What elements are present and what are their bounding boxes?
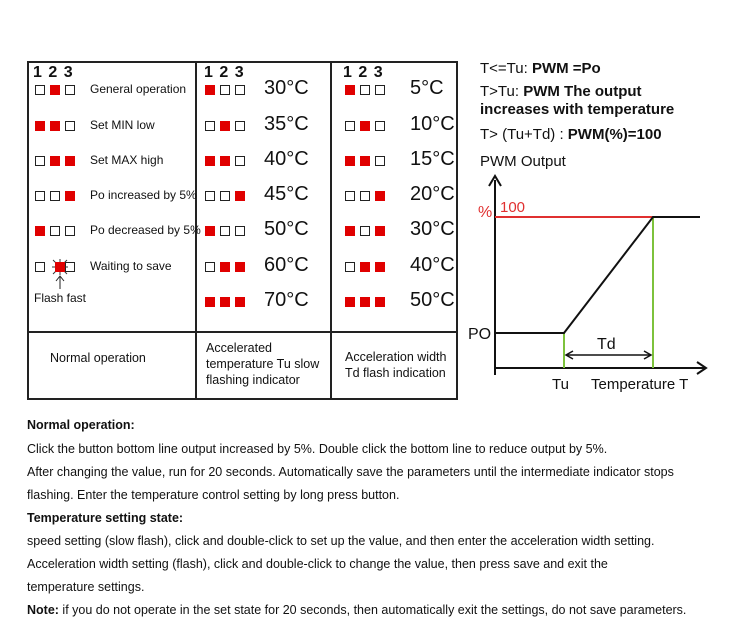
td-value: 5°C (410, 77, 444, 99)
led-off-icon (50, 191, 60, 201)
footer-tu: Accelerated temperature Tu slow flashing indicator (206, 341, 320, 387)
flash-burst-icon (52, 259, 68, 275)
led-group (205, 226, 245, 236)
led-on-icon (375, 262, 385, 272)
led-group (345, 226, 385, 236)
led-off-icon (235, 156, 245, 166)
y-axis-title: PWM Output (480, 153, 566, 170)
led-off-icon (220, 85, 230, 95)
led-on-icon (50, 156, 60, 166)
td-value: 50°C (410, 289, 455, 311)
tu-value: 35°C (264, 113, 309, 135)
td-value: 20°C (410, 183, 455, 205)
led-group (205, 121, 245, 131)
led-off-icon (220, 191, 230, 201)
led-off-icon (205, 121, 215, 131)
tu-value: 60°C (264, 254, 309, 276)
description-line: flashing. Enter the temperature control setting by long press button. (27, 488, 400, 502)
led-off-icon (235, 85, 245, 95)
led-on-icon (220, 262, 230, 272)
td-value: 40°C (410, 254, 455, 276)
led-off-icon (345, 262, 355, 272)
led-off-icon (65, 121, 75, 131)
led-off-icon (65, 226, 75, 236)
led-off-icon (375, 121, 385, 131)
led-off-icon (65, 85, 75, 95)
column-header-digits: 1 2 3 (343, 64, 384, 81)
tu-value: 70°C (264, 289, 309, 311)
led-on-icon (360, 121, 370, 131)
footer-td: Acceleration width Td flash indication (345, 350, 447, 380)
description-line: Acceleration width setting (flash), click and double-click to change the value, then press save and exit the (27, 557, 608, 571)
formula-line-3: increases with temperature (480, 101, 675, 118)
mode-label: Waiting to save (90, 259, 172, 273)
led-off-icon (35, 191, 45, 201)
led-group (35, 226, 75, 236)
footer-normal-operation: Normal operation (50, 351, 146, 365)
led-group (345, 191, 385, 201)
led-off-icon (360, 226, 370, 236)
led-on-icon (35, 121, 45, 131)
led-off-icon (50, 226, 60, 236)
flash-note: Flash fast (34, 291, 87, 305)
led-on-icon (235, 262, 245, 272)
mode-label: General operation (90, 82, 187, 96)
max-label: 100 (500, 199, 526, 216)
column-header-digits: 1 2 3 (204, 64, 245, 81)
led-off-icon (375, 156, 385, 166)
led-on-icon (235, 297, 245, 307)
led-on-icon (220, 297, 230, 307)
led-group (35, 85, 75, 95)
led-off-icon (35, 262, 45, 272)
led-on-icon (375, 226, 385, 236)
led-on-icon (65, 191, 75, 201)
led-off-icon (220, 226, 230, 236)
led-on-icon (345, 85, 355, 95)
led-off-icon (360, 191, 370, 201)
led-group (35, 191, 75, 201)
arrow-up-icon (55, 275, 65, 289)
column-header-digits: 1 2 3 (33, 64, 74, 81)
po-label: PO (468, 326, 492, 343)
led-group (345, 85, 385, 95)
tu-value: 45°C (264, 183, 309, 205)
led-on-icon (205, 297, 215, 307)
mode-label: Po decreased by 5% (90, 223, 201, 237)
description-line: Click the button bottom line output increased by 5%. Double click the bottom line to reduce output by 5%. (27, 442, 608, 456)
heading-normal-operation: Normal operation: (27, 418, 135, 432)
led-group (345, 121, 385, 131)
led-on-icon (360, 297, 370, 307)
led-off-icon (235, 226, 245, 236)
led-group (35, 156, 75, 166)
td-value: 30°C (410, 218, 455, 240)
td-value: 10°C (410, 113, 455, 135)
led-on-icon (205, 156, 215, 166)
led-on-icon (50, 121, 60, 131)
led-group (205, 156, 245, 166)
tu-value: 40°C (264, 148, 309, 170)
led-group (345, 297, 385, 307)
led-on-icon (50, 85, 60, 95)
row-divider (29, 331, 456, 333)
pwm-curve (495, 217, 700, 333)
led-off-icon (35, 156, 45, 166)
led-on-icon (220, 156, 230, 166)
heading-temperature-setting: Temperature setting state: (27, 511, 184, 525)
led-group (205, 85, 245, 95)
led-off-icon (345, 191, 355, 201)
led-on-icon (220, 121, 230, 131)
tu-value: 30°C (264, 77, 309, 99)
led-group (205, 191, 245, 201)
description-line: After changing the value, run for 20 seconds. Automatically save the parameters until the intermediate indicator stops (27, 465, 674, 479)
led-on-icon (345, 156, 355, 166)
led-on-icon (235, 191, 245, 201)
formula-line-2: T>Tu: PWM The output (480, 83, 642, 100)
led-off-icon (360, 85, 370, 95)
mode-label: Set MIN low (90, 118, 155, 132)
led-on-icon (375, 297, 385, 307)
led-on-icon (375, 191, 385, 201)
led-off-icon (345, 121, 355, 131)
note-line: Note: if you do not operate in the set state for 20 seconds, then automatically exit the settings, do not save parameters. (27, 603, 687, 617)
led-on-icon (65, 156, 75, 166)
led-on-icon (360, 262, 370, 272)
td-label: Td (597, 336, 616, 353)
led-group (35, 121, 75, 131)
tu-label: Tu (552, 376, 569, 393)
pwm-graph (460, 150, 730, 400)
led-on-icon (345, 297, 355, 307)
mode-label: Po increased by 5% (90, 188, 197, 202)
led-group (205, 262, 245, 272)
x-axis-title: Temperature T (591, 376, 689, 393)
formula-line-1: T<=Tu: PWM =Po (480, 60, 601, 77)
tu-value: 50°C (264, 218, 309, 240)
led-on-icon (360, 156, 370, 166)
led-group (345, 156, 385, 166)
led-off-icon (205, 262, 215, 272)
led-group (205, 297, 245, 307)
td-value: 15°C (410, 148, 455, 170)
led-on-icon (345, 226, 355, 236)
led-on-icon (205, 85, 215, 95)
led-off-icon (205, 191, 215, 201)
led-group (345, 262, 385, 272)
led-on-icon (35, 226, 45, 236)
description-line: speed setting (slow flash), click and double-click to set up the value, and then enter the acceleration width setting. (27, 534, 655, 548)
led-off-icon (35, 85, 45, 95)
led-on-icon (205, 226, 215, 236)
indicator-table (27, 61, 458, 400)
led-off-icon (235, 121, 245, 131)
formula-line-4: T> (Tu+Td) : PWM(%)=100 (480, 126, 662, 143)
description-line: temperature settings. (27, 580, 145, 594)
led-off-icon (375, 85, 385, 95)
mode-label: Set MAX high (90, 153, 164, 167)
percent-label: % (478, 204, 493, 221)
